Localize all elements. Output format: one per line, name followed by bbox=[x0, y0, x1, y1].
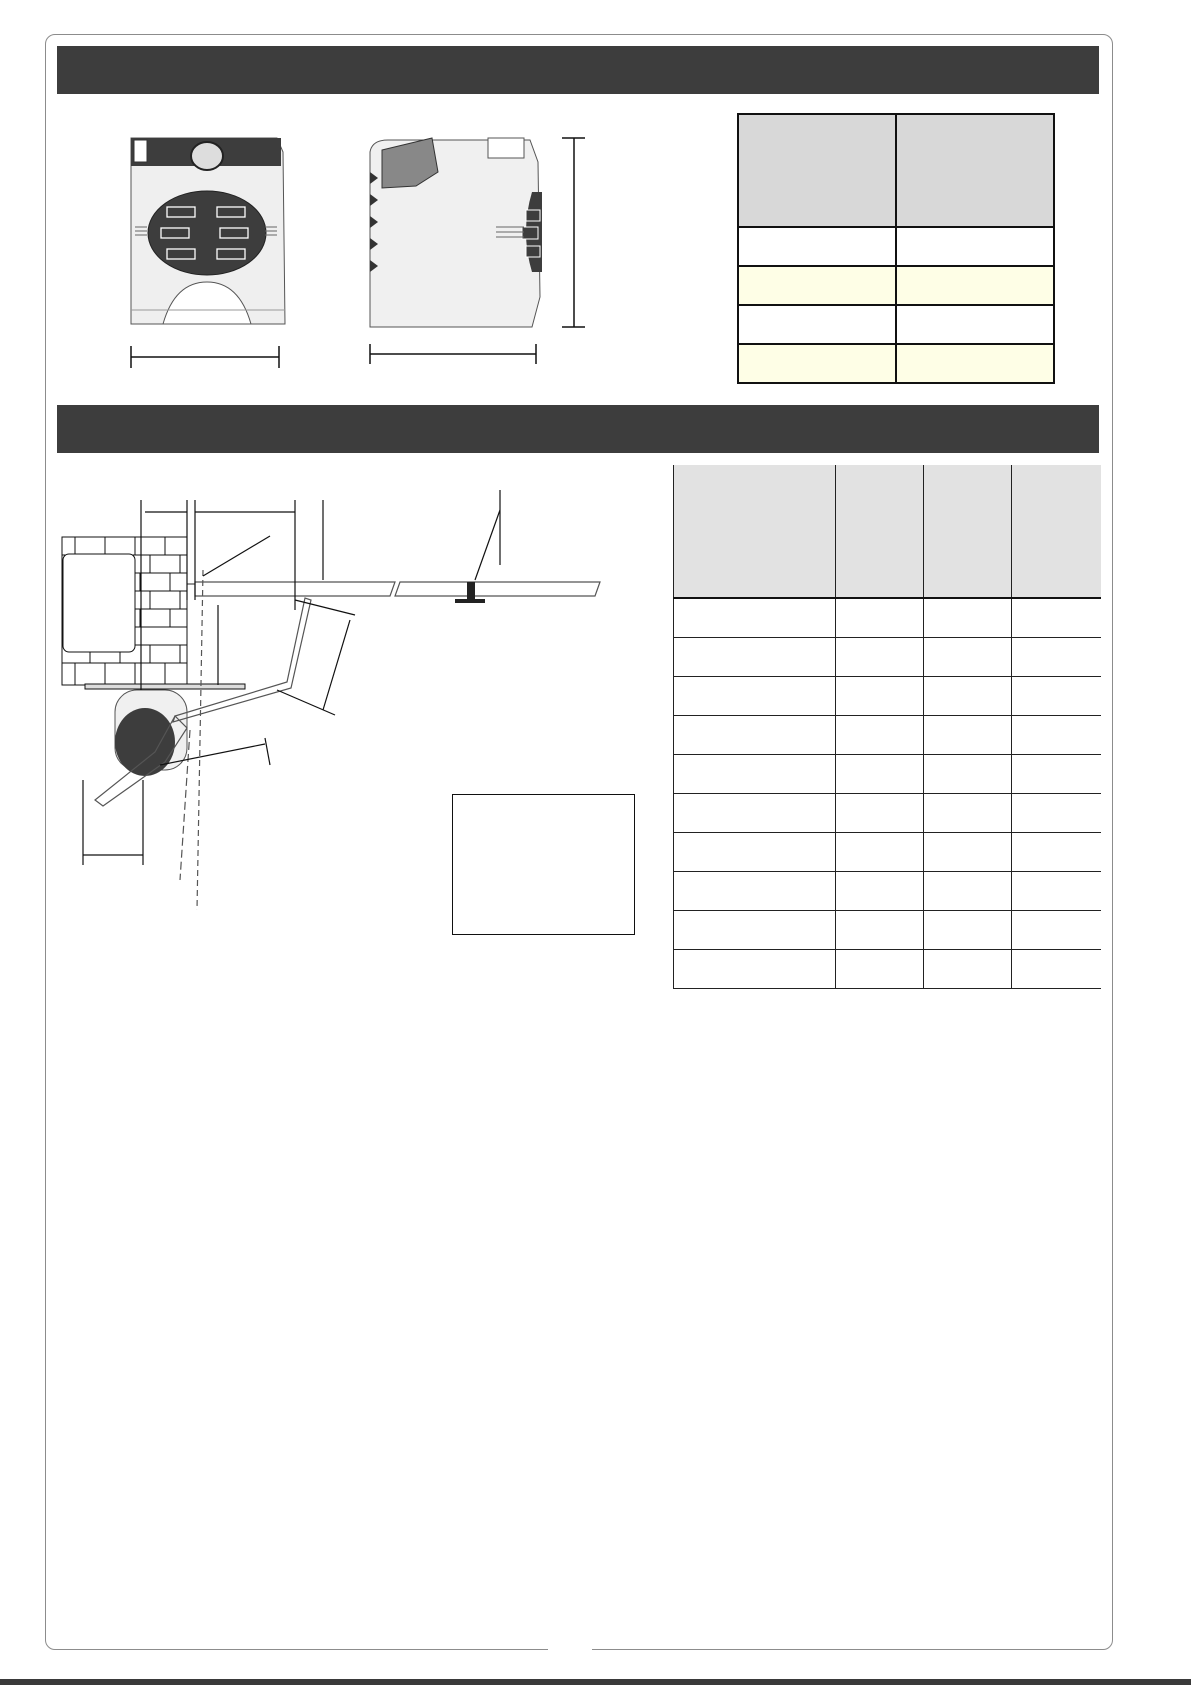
section-title bbox=[57, 60, 71, 80]
table-row bbox=[674, 638, 1101, 677]
footer-rule bbox=[0, 1679, 1191, 1685]
table-cell bbox=[1012, 911, 1101, 950]
inst-column-header bbox=[1012, 465, 1101, 598]
table-cell bbox=[924, 950, 1012, 989]
table-row bbox=[674, 716, 1101, 755]
table-cell bbox=[924, 598, 1012, 638]
table-row bbox=[674, 794, 1101, 833]
table-cell bbox=[836, 833, 924, 872]
spec-column-header bbox=[896, 114, 1054, 227]
spec-column-header bbox=[738, 114, 896, 227]
note-box bbox=[452, 794, 635, 935]
table-cell bbox=[1012, 950, 1101, 989]
table-cell bbox=[674, 598, 836, 638]
table-cell bbox=[924, 911, 1012, 950]
section-header-dimensions bbox=[57, 46, 1099, 94]
table-cell bbox=[836, 755, 924, 794]
table-cell bbox=[924, 755, 1012, 794]
motor-side-view-figure bbox=[360, 132, 585, 372]
table-row bbox=[674, 833, 1101, 872]
table-cell bbox=[836, 872, 924, 911]
motor-front-view-figure bbox=[125, 132, 290, 372]
table-cell bbox=[674, 677, 836, 716]
table-cell bbox=[836, 794, 924, 833]
section-header-installation bbox=[57, 405, 1099, 453]
table-cell bbox=[674, 872, 836, 911]
table-cell bbox=[1012, 677, 1101, 716]
table-cell bbox=[1012, 794, 1101, 833]
specification-table bbox=[737, 113, 1055, 384]
table-cell bbox=[1012, 833, 1101, 872]
table-cell bbox=[896, 305, 1054, 344]
table-cell bbox=[924, 872, 1012, 911]
table-cell bbox=[1012, 638, 1101, 677]
table-row bbox=[738, 305, 1054, 344]
table-row bbox=[674, 677, 1101, 716]
table-cell bbox=[836, 677, 924, 716]
table-cell bbox=[1012, 716, 1101, 755]
table-cell bbox=[896, 266, 1054, 305]
table-cell bbox=[1012, 755, 1101, 794]
table-row bbox=[738, 227, 1054, 266]
table-cell bbox=[674, 794, 836, 833]
table-cell bbox=[924, 716, 1012, 755]
table-cell bbox=[674, 833, 836, 872]
table-cell bbox=[738, 344, 896, 383]
table-cell bbox=[738, 266, 896, 305]
table-row bbox=[674, 755, 1101, 794]
table-row bbox=[674, 872, 1101, 911]
table-cell bbox=[1012, 872, 1101, 911]
table-cell bbox=[924, 677, 1012, 716]
table-cell bbox=[896, 344, 1054, 383]
table-row bbox=[674, 950, 1101, 989]
table-cell bbox=[738, 305, 896, 344]
table-cell bbox=[738, 227, 896, 266]
table-cell bbox=[674, 716, 836, 755]
section-title bbox=[57, 419, 71, 439]
table-cell bbox=[896, 227, 1054, 266]
installation-dimensions-table bbox=[673, 465, 1101, 989]
inst-column-header bbox=[924, 465, 1012, 598]
frame-gap bbox=[548, 1642, 592, 1656]
table-row bbox=[738, 266, 1054, 305]
table-cell bbox=[924, 833, 1012, 872]
table-row bbox=[738, 344, 1054, 383]
table-cell bbox=[836, 638, 924, 677]
table-cell bbox=[836, 911, 924, 950]
inst-column-header bbox=[836, 465, 924, 598]
table-cell bbox=[924, 638, 1012, 677]
table-cell bbox=[1012, 598, 1101, 638]
table-row bbox=[674, 911, 1101, 950]
table-cell bbox=[836, 598, 924, 638]
table-cell bbox=[674, 911, 836, 950]
table-cell bbox=[836, 716, 924, 755]
table-row bbox=[674, 598, 1101, 638]
table-cell bbox=[836, 950, 924, 989]
table-cell bbox=[674, 755, 836, 794]
table-cell bbox=[674, 950, 836, 989]
table-cell bbox=[674, 638, 836, 677]
inst-column-header bbox=[674, 465, 836, 598]
table-cell bbox=[924, 794, 1012, 833]
